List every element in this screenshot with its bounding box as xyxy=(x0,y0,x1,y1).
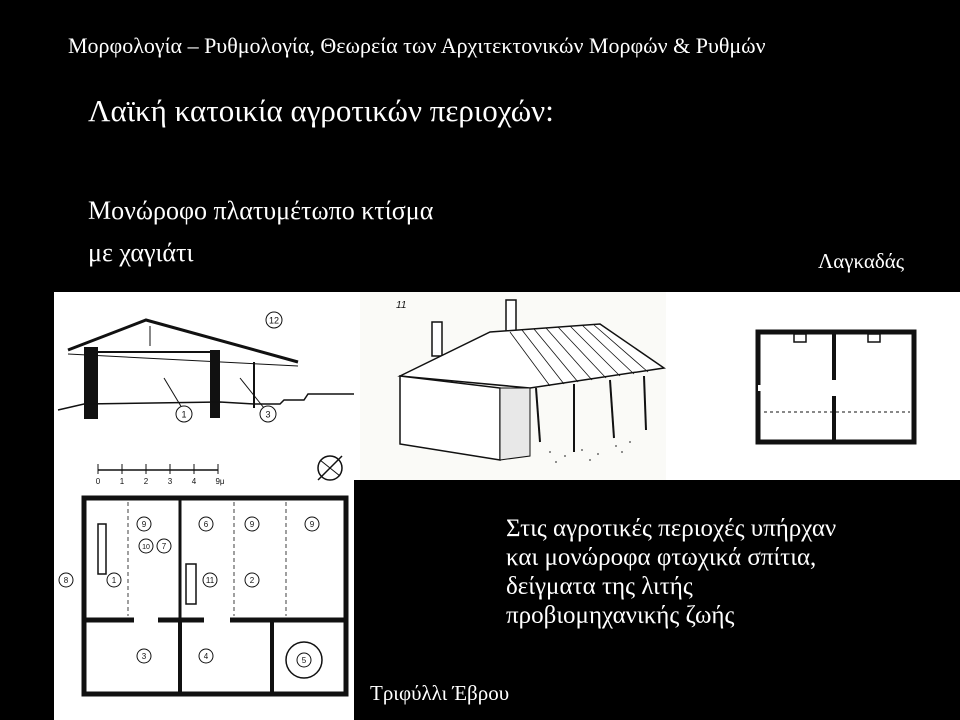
location-label-lagkadas: Λαγκαδάς xyxy=(818,249,905,273)
plan-callout-1-text: 1 xyxy=(111,576,117,585)
section-callout-3 xyxy=(260,406,276,422)
plan-callout-11-text: 11 xyxy=(205,576,215,585)
section-callout-12 xyxy=(266,312,282,328)
subtitle-line-1: Μονώροφο πλατυμέτωπο κτίσμα xyxy=(88,196,434,225)
scale-bar xyxy=(96,464,225,486)
north-arrow-icon xyxy=(318,456,342,480)
plan-callout-5-text: 5 xyxy=(301,656,307,665)
section-callout-1 xyxy=(176,406,192,422)
caption-line-1: Στις αγροτικές περιοχές υπήρχαν xyxy=(506,515,837,542)
scale-label-0: 0 xyxy=(95,477,101,486)
plan-callout-4-text: 4 xyxy=(203,652,209,661)
perspective-label-11: 11 xyxy=(396,300,407,311)
floor-plan-large xyxy=(54,488,354,720)
slide-title: Λαϊκή κατοικία αγροτικών περιοχών: xyxy=(88,93,554,128)
section-callout-3-text: 3 xyxy=(265,409,271,420)
plan-callout-5 xyxy=(297,653,311,667)
location-label-trifylli: Τριφύλλι Έβρου xyxy=(370,681,510,705)
slide-subtitle xyxy=(88,190,433,274)
plan-callout-7 xyxy=(157,539,171,553)
floor-plan-small-svg xyxy=(724,292,960,480)
section-drawing-svg xyxy=(54,292,360,488)
scale-label-2: 2 xyxy=(143,477,149,486)
plan-callout-7-text: 7 xyxy=(161,542,167,551)
plan-callout-9c-text: 9 xyxy=(309,520,315,529)
plan-callout-1 xyxy=(107,573,121,587)
section-callout-1-text: 1 xyxy=(181,409,187,420)
plan-callout-10-text: 10 xyxy=(142,544,150,551)
plan-callout-2-text: 2 xyxy=(249,576,255,585)
floor-plan-small xyxy=(724,292,960,480)
plan-callout-3-text: 3 xyxy=(141,652,147,661)
perspective-sketch-svg xyxy=(360,292,666,480)
perspective-sketch xyxy=(360,292,666,480)
slide-caption xyxy=(506,514,836,630)
plan-callout-9c xyxy=(305,517,319,531)
plan-callout-10 xyxy=(139,539,153,553)
plan-callout-9b xyxy=(245,517,259,531)
caption-line-3: δείγματα της λιτής xyxy=(506,573,693,600)
plan-callout-6 xyxy=(199,517,213,531)
subtitle-line-2: με χαγιάτι xyxy=(88,238,194,267)
plan-callout-9b-text: 9 xyxy=(249,520,255,529)
plan-callout-9a-text: 9 xyxy=(141,520,147,529)
plan-callout-3 xyxy=(137,649,151,663)
plan-callout-6-text: 6 xyxy=(203,520,209,529)
scale-label-1: 1 xyxy=(119,477,125,486)
section-callout-12-text: 12 xyxy=(268,315,280,326)
plan-callout-8-text: 8 xyxy=(63,576,69,585)
scale-label-9m: 9μ xyxy=(215,477,225,486)
sketch-margin xyxy=(666,292,724,480)
scale-label-4: 4 xyxy=(191,477,197,486)
plan-callout-2 xyxy=(245,573,259,587)
caption-line-2: και μονώροφα φτωχικά σπίτια, xyxy=(506,544,817,571)
section-drawing xyxy=(54,292,360,488)
caption-line-4: προβιομηχανικής ζωής xyxy=(506,602,735,629)
plan-callout-8 xyxy=(59,573,73,587)
scale-label-3: 3 xyxy=(167,477,173,486)
plan-callout-11 xyxy=(203,573,217,587)
floor-plan-large-svg xyxy=(54,488,354,720)
course-header: Μορφολογία – Ρυθμολογία, Θεωρεία των Αρχιτεκτονικών Μορφών & Ρυθμών xyxy=(68,33,766,58)
plan-callout-9a xyxy=(137,517,151,531)
plan-callout-4 xyxy=(199,649,213,663)
